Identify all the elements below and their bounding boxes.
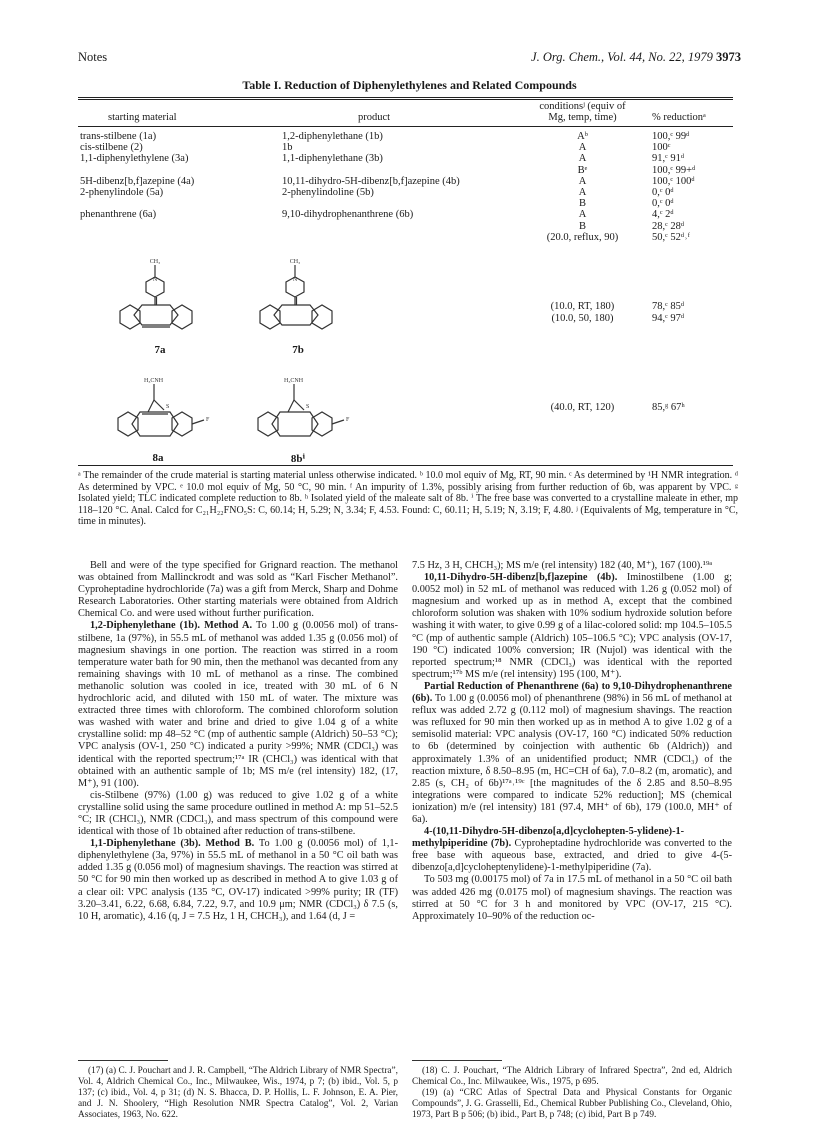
- paragraph-text: 7.5 Hz, 3 H, CHCH₃); MS m/e (rel intensity) 182 (40, M⁺), 167 (100).¹⁹ᵃ: [412, 560, 713, 571]
- header-product: product: [358, 112, 391, 123]
- paragraph-text: Bell and were of the type specified for Grignard reaction. The methanol was obtained from Mallinckrodt and was sold as “Karl Fischer Methanol”. Cyproheptadine hydrochloride (7a) was a gift from Merck, Sharp and Dohme Research Laboratories. Other starting materials were obtained from Aldrich Chemical Co. and were used without further purification.: [78, 560, 398, 620]
- atom-f-8b: F: [346, 417, 350, 423]
- table-title: Table I. Reduction of Diphenylethylenes and Related Compounds: [242, 78, 577, 92]
- table-cell-conditions: Bᵉ: [577, 164, 588, 176]
- table-cell-reduction: 100,ᶜ 99+ᵈ: [652, 164, 696, 176]
- body-paragraph: [78, 838, 398, 923]
- body-paragraph: [412, 572, 732, 681]
- red-7-50: 94,ᶜ 97ᵈ: [652, 313, 685, 324]
- table-cell-reduction: 100,ᶜ 100ᵈ: [652, 175, 695, 187]
- atom-s-8b: S: [306, 404, 310, 410]
- atom-ch3-7b: CH₃: [289, 259, 301, 265]
- table-cell-reduction: 0,ᶜ 0ᵈ: [652, 198, 674, 210]
- atom-s-8a: S: [166, 404, 170, 410]
- body-paragraph: [412, 681, 732, 826]
- atom-h3cnh-8b: H₃CNH: [284, 378, 304, 384]
- label-8b: 8bⁱ: [290, 453, 306, 465]
- atom-f-8a: F: [206, 417, 210, 423]
- page-number: 3973: [716, 50, 741, 64]
- table-cell-reduction: 28,ᶜ 28ᵈ: [652, 220, 685, 232]
- paragraph-heading: Partial Reduction of Phenanthrene (6a) to 9,10-Dihydrophenanthrene (6b).: [412, 680, 732, 705]
- body-column-right: [412, 560, 732, 923]
- table-cell-reduction: 100ᶜ: [652, 142, 671, 154]
- paragraph-heading: 1,2-Diphenylethane (1b). Method A.: [90, 620, 253, 632]
- structure-8b-drawing: [240, 370, 370, 450]
- body-paragraph: [412, 826, 732, 874]
- header-reduction: % reductionᵃ: [652, 112, 706, 123]
- table-cell-product: 1,2-diphenylethane (1b): [282, 131, 383, 142]
- table-cell-start-material: 1,1-diphenylethylene (3a): [80, 153, 189, 165]
- body-paragraph: [78, 560, 398, 620]
- table-cell-start-material: trans-stilbene (1a): [80, 131, 157, 142]
- table-cell-conditions: A: [578, 142, 587, 154]
- references-left: [78, 1066, 398, 1121]
- table-cell-product: 1,1-diphenylethane (3b): [282, 153, 383, 165]
- cond-7-50: (10.0, 50, 180): [551, 313, 614, 324]
- structure-7b: [240, 255, 360, 340]
- running-head-left: Notes: [78, 50, 108, 64]
- structure-8b: [240, 370, 370, 455]
- table-bottom-rule: [78, 465, 733, 466]
- references-rule-right: [412, 1060, 502, 1061]
- table-cell-conditions: B: [578, 220, 586, 232]
- label-7a: 7a: [154, 344, 166, 356]
- paragraph-text: To 1.00 g (0.0056 mol) of trans-stilbene, 1a (97%), in 55.5 mL of methanol was added 1.35 g (0.056 mol) of magnesium shavings in one portion. The reaction was stirred in a room temperature water bath for 90 min, then the methanol was decanted from any remaining shavings with 10 mL of methanol as a rinse. The combined methanolic solution was cooled in ice, treated with 30 mL of 6 N hydrochloric acid, and diluted with 150 mL of water. The mixture was extracted three times with chloroform. The combined chloroform solution was washed with water and brine and dried to give 1.04 g of a white crystalline solid: mp 48–52 °C (mp of authentic sample (Aldrich) 50–53 °C); VPC analysis (OV-1, 250 °C) indicated a purity >99%; NMR (CDCl₃) was identical with the reported spectrum;¹⁷ᵃ IR (CHCl₃) was identical with that obtained with an authentic sample of 1b; MS m/e (rel intensity) 182, (17, M⁺), 91 (100).: [78, 620, 398, 789]
- paragraph-heading: 1,1-Diphenylethane (3b). Method B.: [90, 838, 255, 850]
- table-cell-start-material: phenanthrene (6a): [80, 209, 157, 221]
- structure-7a-drawing: [100, 255, 220, 335]
- cond-8: (40.0, RT, 120): [550, 402, 615, 413]
- table-cell-product: 10,11-dihydro-5H-dibenz[b,f]azepine (4b): [282, 175, 460, 187]
- table-cell-reduction: 0,ᶜ 0ᵈ: [652, 187, 674, 198]
- running-head-right: [531, 50, 741, 65]
- table-top-rule-double: [78, 99, 733, 100]
- structure-8a-drawing: [100, 370, 230, 450]
- table-cell-reduction: 50,ᶜ 52ᵈ˒ᶠ: [652, 231, 690, 243]
- atom-h3cnh-8a: H₃CNH: [144, 378, 164, 384]
- label-7b: 7b: [292, 344, 304, 356]
- body-paragraph: [412, 874, 732, 922]
- table-cell-start-material: cis-stilbene (2): [80, 142, 143, 154]
- header-conditions-1: conditionsʲ (equiv of: [539, 101, 626, 112]
- paragraph-heading: 4-(10,11-Dihydro-5H-dibenzo[a,d]cyclohepten-5-ylidene)-1-methylpiperidine (7b).: [412, 826, 685, 850]
- table-footnotes: ᵃ The remainder of the crude material is starting material unless otherwise indicated. ᵇ 10.0 mol equiv of Mg, RT, 90 min. ᶜ As determined by ¹H NMR integration. ᵈ As determined by VPC. ᵉ 10.0 mol equiv of Mg, 50 °C, 90 min. ᶠ An impurity of 1.3%, possibly arising from further reduction of 6b, was apparent by VPC. ᵍ Isolated yield; TLC indicated complete reduction to 8b. ʰ Isolated yield of the maleate salt of 8b. ⁱ The free base was converted to a crystalline maleate in ether, mp 118–120 °C. Anal. Calcd for C₂₁H₂₂FNO₅S: C, 60.14; H, 5.29; N, 3.34; F, 4.53. Found: C, 60.11; H, 5.19; N, 3.19; F, 4.80. ʲ (Equivalents of Mg, temperature in °C, time in minutes).: [78, 470, 738, 527]
- table-cell-conditions: A: [578, 175, 587, 187]
- table-cell-product: 9,10-dihydrophenanthrene (6b): [282, 209, 414, 221]
- paragraph-text: cis-Stilbene (97%) (1.00 g) was reduced to give 1.02 g of a white crystalline solid using the same procedure outlined in method A: mp 51–52.5 °C; IR (CHCl₃), NMR (CDCl₃), and mass spectrum of this compound were identical with those of 1b obtained after reduction of trans-stilbene.: [78, 789, 398, 838]
- header-starting-material: starting material: [108, 112, 177, 123]
- cond-7-rt: (10.0, RT, 180): [550, 301, 615, 312]
- body-paragraph: [412, 560, 732, 572]
- paragraph-heading: 10,11-Dihydro-5H-dibenz[b,f]azepine (4b).: [424, 572, 618, 584]
- structure-7a: [100, 255, 220, 340]
- table-cell-product: 1b: [282, 142, 293, 154]
- header-conditions-2: Mg, temp, time): [548, 112, 617, 123]
- table-cell-conditions: Aᵇ: [577, 131, 588, 142]
- table-cell-start-material: 2-phenylindole (5a): [80, 187, 164, 198]
- table-header-rule: [78, 126, 733, 127]
- atom-n-7a: N: [152, 277, 158, 283]
- reference-entry: (18) C. J. Pouchart, “The Aldrich Library of Infrared Spectra”, 2nd ed, Aldrich Chemical Co., Inc. Milwaukee, Wis., 1975, p 695.: [412, 1066, 732, 1087]
- table-cell-reduction: 100,ᶜ 99ᵈ: [652, 131, 690, 142]
- paragraph-text: To 1.00 g (0.0056 mol) of phenanthrene (98%) in 56 mL of methanol at reflux was added 2.72 g (0.112 mol) of magnesium shavings. The reaction was refluxed for 90 min then worked up as in method A to give 1.02 g of a semisolid material: VPC analysis (OV-17, 160 °C) indicated 50% reduction to 6b (determined by coinjection with authentic 6b (Aldrich)) and approximately 1.3% of an unidentified product; NMR (CDCl₃) of the reaction mixture, δ 8.50–8.95 (m, HC=CH of 6a), 7.0–8.2 (m, aromatic), and 2.85 (s, CH₂ of 6b)¹⁷ᵃ˒¹⁹ᶜ [the magnitudes of the δ 2.85 and 8.50–8.95 integrations were compared to indicate 52% reduction]; MS (chemical ionization) m/e (rel intensity) 181 (97.4, MH⁺ of 6b), 179 (100.0, MH⁺ of 6a).: [412, 693, 732, 825]
- table-cell-conditions: A: [578, 209, 587, 221]
- red-7-rt: 78,ᶜ 85ᵈ: [652, 301, 685, 312]
- label-8a: 8a: [152, 452, 164, 464]
- paragraph-text: To 1.00 g (0.0056 mol) of 1,1-diphenylethylene (3a, 97%) in 55.5 mL of methanol in a 50 °C oil bath was added 1.35 g (0.056 mol) of magnesium shavings. The reaction was stirred at 50 °C for 90 min then worked up as described in method A to give 1.03 g of a clear oil: VPC analysis (135 °C, OV-17) indicated >99% purity; IR (TF) 3.20–3.41, 6.22, 6.68, 6.84, 7.22, 9.7, and 10.9 μm; NMR (CDCl₃) δ 7.5 (s, 10 H, aromatic), 4.16 (q, J = 7.5 Hz, 1 H, CHCH₃), and 1.64 (d, J =: [78, 838, 399, 922]
- atom-ch3-7a: CH₃: [149, 259, 161, 265]
- references-right: [412, 1066, 732, 1121]
- atom-n-7b: N: [292, 277, 298, 283]
- red-8: 85,ᵍ 67ʰ: [652, 402, 685, 413]
- table-cell-conditions: A: [578, 153, 587, 165]
- table-top-rule: [78, 97, 733, 98]
- table-cell-product: 2-phenylindoline (5b): [282, 187, 374, 198]
- structure-8a: [100, 370, 230, 455]
- table-cell-start-material: 5H-dibenz[b,f]azepine (4a): [80, 175, 195, 187]
- table-cell-conditions: A: [578, 187, 587, 198]
- paragraph-text: Cyproheptadine hydrochloride was converted to the free base with aqueous base, extracted, and dried to give 4-(5-dibenzo[a,d]cycloheptenylidene)-1-methylpiperidine (7a).: [412, 838, 732, 874]
- table-cell-reduction: 91,ᶜ 91ᵈ: [652, 153, 685, 165]
- structure-7b-drawing: [240, 255, 360, 335]
- reference-entry: (19) (a) “CRC Atlas of Spectral Data and Physical Constants for Organic Compounds”, J. G. Grasselli, Ed., Chemical Rubber Publishing Co., Cleveland, Ohio, 1973, Part B p 506; (b) ibid., Part B, p 748; (c) ibid, Part B p 749.: [412, 1088, 732, 1120]
- body-paragraph: [78, 790, 398, 838]
- paragraph-text: Iminostilbene (1.00 g; 0.0052 mol) in 52 mL of methanol was reduced with 1.26 g (0.052 mol) of magnesium and worked up as in method A, except that the combined chloroform solution was shaken with 10% sodium hydroxide solution before washing it with water, to give 0.99 g of a lilac-colored solid: mp 104.5–105.5 °C (mp of authentic sample (Aldrich) 105–106.5 °C); VPC analysis (OV-17, 190 °C) indicated 100% conversion; IR (Nujol) was identical with the reported spectrum;¹⁸ NMR (CDCl₃) was identical with the reported spectrum;¹⁷ᵇ MS m/e (rel intensity) 195 (100, M⁺).: [412, 572, 732, 680]
- references-rule-left: [78, 1060, 168, 1061]
- journal-citation: J. Org. Chem., Vol. 44, No. 22, 1979: [531, 50, 713, 64]
- table-cell-conditions: (20.0, reflux, 90): [546, 231, 619, 243]
- reference-entry: (17) (a) C. J. Pouchart and J. R. Campbell, “The Aldrich Library of NMR Spectra”, Vol. 4, Aldrich Chemical Co., Inc., Milwaukee, Wis., 1974, p 7; (b) ibid., Vol. 5, p 137; (c) ibid., Vol. 4, p 31; (d) N. S. Bhacca, D. P. Hollis, L. F. Johnson, E. A. Pier, and J. N. Shoolery, “High Resolution NMR Spectra Catalog”, Vol. 2, Varian Associates, 1963, No. 622.: [78, 1066, 398, 1120]
- body-paragraph: [78, 620, 398, 789]
- body-column-left: [78, 560, 398, 923]
- paragraph-text: To 503 mg (0.00175 mol) of 7a in 17.5 mL of methanol in a 50 °C oil bath was added 426 mg (0.0175 mol) of magnesium shavings. The reaction was stirred at 50 °C for 3 h and monitored by VPC (OV-17, 215 °C). Approximately 10–90% of the reduction oc-: [412, 874, 732, 922]
- table-cell-reduction: 4,ᶜ 2ᵈ: [652, 209, 674, 221]
- table-cell-conditions: B: [578, 198, 586, 210]
